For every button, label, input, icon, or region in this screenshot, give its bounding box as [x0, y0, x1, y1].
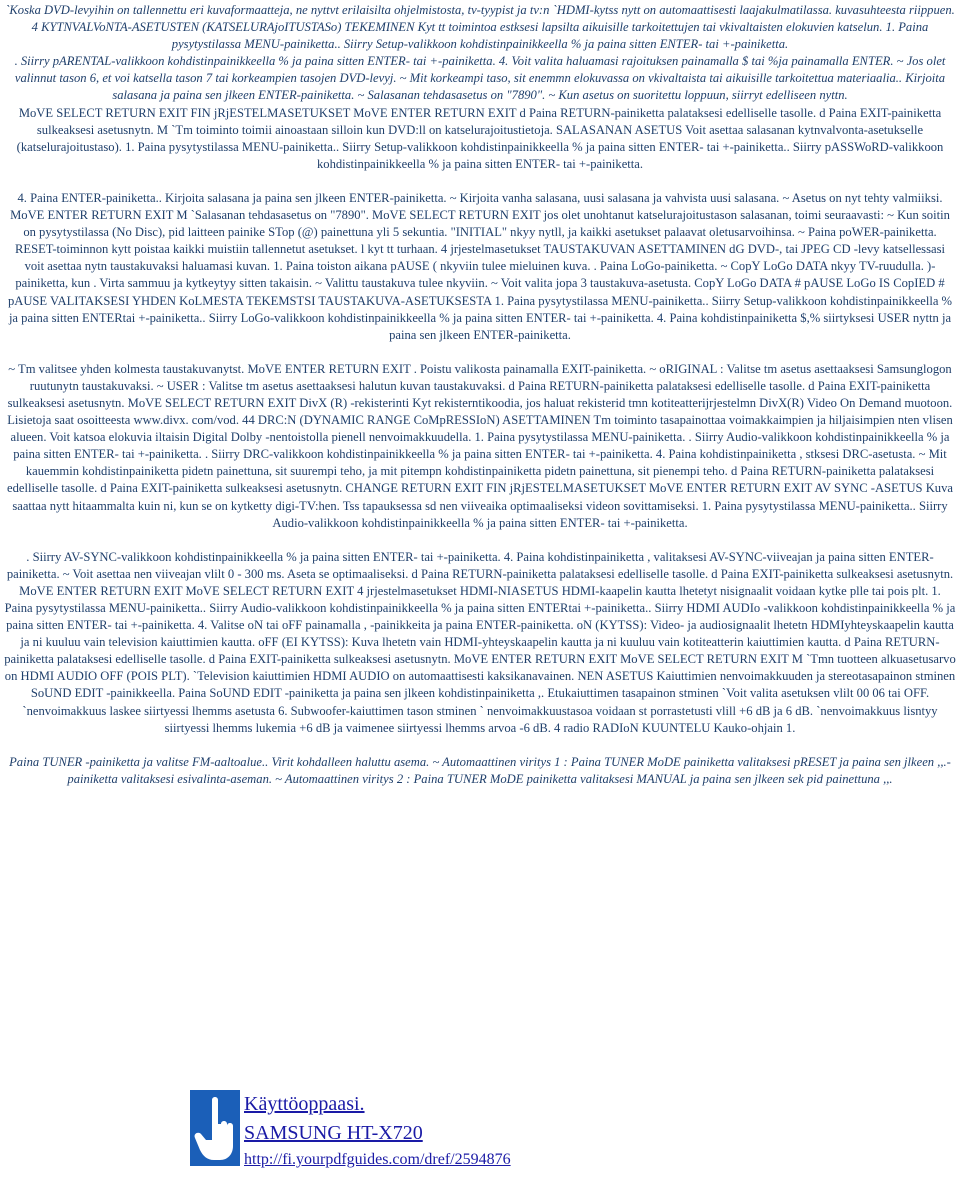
manual-link[interactable]: Käyttöoppaasi.: [244, 1093, 365, 1115]
manual-body-text: [4, 2, 956, 788]
paragraph: . Siirry pARENTAL-valikkoon kohdistinpainikkeella % ja paina sitten ENTER- tai +-painiketta. 4. Voit valita haluamasi rajoituksen painamalla $ tai %ja painamalla ENTER. ~ Jos olet valinnut tason 6, et voi katsella tason 7 tai korkeampien tasojen DVD-levyj. ~ Mit korkeampi taso, sit enemmn elokuvassa on vkivaltaista tai aikuisille tarkoitettua materiaalia.. Kirjoita salasana ja paina sen jlkeen ENTER-painiketta. ~ Salasanan tehdasasetus on "7890". ~ Kun asetus on suoritettu loppuun, siirryt edelliseen nyttn.: [14, 54, 946, 103]
footer-links: [244, 1090, 604, 1172]
footer: [190, 1090, 610, 1180]
paragraph: . Siirry AV-SYNC-valikkoon kohdistinpainikkeella % ja paina sitten ENTER- tai +-painiketta. 4. Paina kohdistinpainiketta , valitaksesi AV-SYNC-viiveajan ja paina sitten ENTER-painiketta. ~ Voit asettaa nen viiveajan vlilt 0 - 300 ms. Aseta se optimaaliseksi. d Paina RETURN-painiketta palataksesi edelliselle tasolle. d Paina EXIT-painiketta sulkeaksesi asetusnytn. MoVE ENTER RETURN EXIT MoVE SELECT RETURN EXIT 4 jrjestelmasetukset HDMI-NIASETUS HDMI-kaapelin kautta lhetetyt nisignaalit voidaan kytke plle tai pois plt. 1. Paina pysytystilassa MENU-painiketta.. Siirry Audio-valikkoon kohdistinpainikkeella % ja paina sitten ENTERtai +-painiketta.. Siirry HDMI AUDIo -valikkoon kohdistinpainikkeella % ja paina sitten ENTER- tai +-painiketta. 4. Valitse oN tai oFF painamalla , -painikkeita ja paina ENTER-painiketta. oN (KYTSS): Video- ja audiosignaalit lhetetn HDMIyhteyskaapelin kautta ja ni kuuluu vain television kaiuttimien kautta. oFF (EI KYTSS): Kuva lhetetn vain HDMI-yhteyskaapelin kautta ja ni kuuluu vain kotiteatterin kaiuttimien kautta. d Paina RETURN-painiketta palataksesi edelliselle tasolle. d Paina EXIT-painiketta sulkeaksesi asetusnytn. MoVE ENTER RETURN EXIT MoVE SELECT RETURN EXIT M `Tmn tuotteen alkuasetusarvo on HDMI AUDIO OFF (POIS PLT). `Television kaiuttimien HDMI AUDIO on automaattisesti kaksikanavainen. NEN ASETUS Kaiuttimien nenvoimakkuuden ja stereotasapainon stminen SoUND EDIT -painikkeella. Paina SoUND EDIT -painiketta ja paina sen jlkeen kohdistinpainiketta ,. Etukaiuttimen tasapainon stminen `Voit valita asetuksen vlilt 00 06 tai OFF. `nenvoimakkuus laskee siirtyessi lhemms asetusta 6. Subwoofer-kaiuttimen tason stminen ` nenvoimakkuustasoa voidaan st porrastetusti vlill +6 dB ja 6 dB. `nenvoimakkuus lisntyy siirtyessi lhemms lukemia +6 dB ja vaimenee siirtyessi lhemms arvoa -6 dB. 4 radio RADIoN KUUNTELU Kauko-ohjain 1.: [4, 549, 956, 735]
paragraph: ~ Tm valitsee yhden kolmesta taustakuvanytst. MoVE ENTER RETURN EXIT . Poistu valikosta painamalla EXIT-painiketta. ~ oRIGINAL : Valitse tm asetus asettaaksesi Samsunglogon ruutunytn taustakuvaksi. ~ USER : Valitse tm asetus asettaaksesi halutun kuvan taustakuvaksi. d Paina RETURN-painiketta palataksesi edelliselle tasolle. d Paina EXIT-painiketta sulkeaksesi asetusnytn. MoVE SELECT RETURN EXIT DivX (R) -rekisterinti Kyt rekisterntikoodia, jos haluat rekisterid tmn kotiteatterijrjestelmn DivX(R) Video On Demand muotoon. Lisietoja saat osoitteesta www.divx. com/vod. 44 DRC:N (DYNAMIC RANGE CoMpRESSIoN) ASETTAMINEN Tm toiminto tasapainottaa voimakkaimpien ja hiljaisimpien nten vlisen alueen. Voit katsoa elokuvia iltaisin Digital Dolby -nentoistolla pienell nenvoimakkuudella. 1. Paina pysytystilassa MENU-painiketta. . Siirry Audio-valikkoon kohdistinpainikkeella % ja paina sitten ENTER- tai +-painiketta. . Siirry DRC-valikkoon kohdistinpainikkeella % ja paina sitten ENTER- tai +-painiketta. 4. Paina kohdistinpainiketta , stksesi DRC-asetusta. ~ Mit kauemmin kohdistinpainiketta pidetn painettuna, sit suurempi teho, ja mit pitempn kohdistinpainiketta pidetn painettuna, sit pienempi teho. d Paina RETURN-painiketta palataksesi edelliselle tasolle. d Paina EXIT-painiketta sulkeaksesi asetusnytn. CHANGE RETURN EXIT FIN jRjESTELMASETUKSET MoVE ENTER RETURN EXIT AV SYNC -ASETUS Kuva saattaa nytt hitaammalta kuin ni, kun se on kytketty digi-TV:hen. Tss tapauksessa sd nen viiveaika optimaaliseksi videon sovittamiseksi. 1. Paina pysytystilassa MENU-painiketta.. Siirry Audio-valikkoon kohdistinpainikkeella % ja paina sitten ENTER- tai +-painiketta.: [7, 361, 953, 530]
hand-pointer-icon: [190, 1090, 240, 1166]
paragraph: `Koska DVD-levyihin on tallennettu eri kuvaformaatteja, ne nyttvt erilaisilta ohjelmistosta, tv-tyypist ja tv:n `HDMI-kytss nytt on automaattisesti laajakulmatilassa. kuvasuhteesta riippuen. 4 KYTNVALVoNTA-ASETUSTEN (KATSELURAjoITUSTASo) TEKEMINEN Kyt tt toimintoa estksesi lapsilta aikuisille tarkoitettujen tai vkivaltaisten elokuvien katselun. 1. Paina pysytystilassa MENU-painiketta.. Siirry Setup-valikkoon kohdistinpainikkeella % ja paina sitten ENTER- tai +-painiketta.: [5, 3, 955, 52]
url-link[interactable]: http://fi.yourpdfguides.com/dref/2594876: [244, 1151, 511, 1168]
product-link[interactable]: SAMSUNG HT-X720: [244, 1122, 423, 1144]
paragraph: MoVE SELECT RETURN EXIT FIN jRjESTELMASETUKSET MoVE ENTER RETURN EXIT d Paina RETURN-painiketta palataksesi edelliselle tasolle. d Paina EXIT-painiketta sulkeaksesi asetusnytn. M `Tm toiminto toimii ainoastaan silloin kun DVD:ll on katselurajoitustietoja. SALASANAN ASETUS Voit asettaa salasanan kytnvalvonta-asetukselle (katselurajoitustaso). 1. Paina pysytystilassa MENU-painiketta.. Siirry Setup-valikkoon kohdistinpainikkeella % ja paina sitten ENTER- tai +-painiketta.. Siirry pASSWoRD-valikkoon kohdistinpainikkeella % ja paina sitten ENTER- tai +-painiketta.: [16, 105, 944, 171]
paragraph: Paina TUNER -painiketta ja valitse FM-aaltoalue.. Virit kohdalleen haluttu asema. ~ Automaattinen viritys 1 : Paina TUNER MoDE painiketta valitaksesi pRESET ja paina sen jlkeen ,,.-painiketta valitaksesi esivalinta-aseman. ~ Automaattinen viritys 2 : Paina TUNER MoDE painiketta valitaksesi MANUAL ja paina sen jlkeen sek pid painettuna ,,.: [9, 754, 951, 786]
paragraph: 4. Paina ENTER-painiketta.. Kirjoita salasana ja paina sen jlkeen ENTER-painiketta. ~ Kirjoita vanha salasana, uusi salasana ja vahvista uusi salasana. ~ Asetus on nyt tehty valmiiksi. MoVE ENTER RETURN EXIT M `Salasanan tehdasasetus on "7890". MoVE SELECT RETURN EXIT jos olet unohtanut katselurajoitustason salasanan, toimi seuraavasti: ~ Kun soitin on pysytystilassa (No Disc), pid laitteen painike STop (@) painettuna yli 5 sekuntia. "INITIAL" nkyy nytll, ja kaikki asetukset palaavat oletusarvoihinsa. ~ Paina poWER-painiketta. RESET-toiminnon kytt poistaa kaikki muistiin tallennetut asetukset. l kyt tt turhaan. 4 jrjestelmasetukset TAUSTAKUVAN ASETTAMINEN dG DVD-, tai JPEG CD -levy katsellessasi voit asettaa nytn taustakuvaksi haluamasi kuvan. 1. Paina toiston aikana pAUSE ( nkyviin tulee mieluinen kuva. . Paina LoGo-painiketta. ~ CopY LoGo DATA nkyy TV-ruudulla. )-painiketta, kun . Virta sammuu ja kytkeytyy sitten takaisin. ~ Valittu taustakuva tulee nkyviin. ~ Voit valita jopa 3 taustakuva-asetusta. CopY LoGo DATA # pAUSE LoGo IS CopIED # pAUSE VALITAKSESI YHDEN KoLMESTA TEKEMSTSI TAUSTAKUVA-ASETUKSESTA 1. Paina pysytystilassa MENU-painiketta.. Siirry Setup-valikkoon kohdistinpainikkeella % ja paina sitten ENTERtai +-painiketta.. Siirry LoGo-valikkoon kohdistinpainikkeella % ja paina sitten ENTER- tai +-painiketta. 4. Paina kohdistinpainiketta $,% siirtyksesi USER nyttn ja paina sen jlkeen ENTER-painiketta.: [7, 190, 953, 342]
